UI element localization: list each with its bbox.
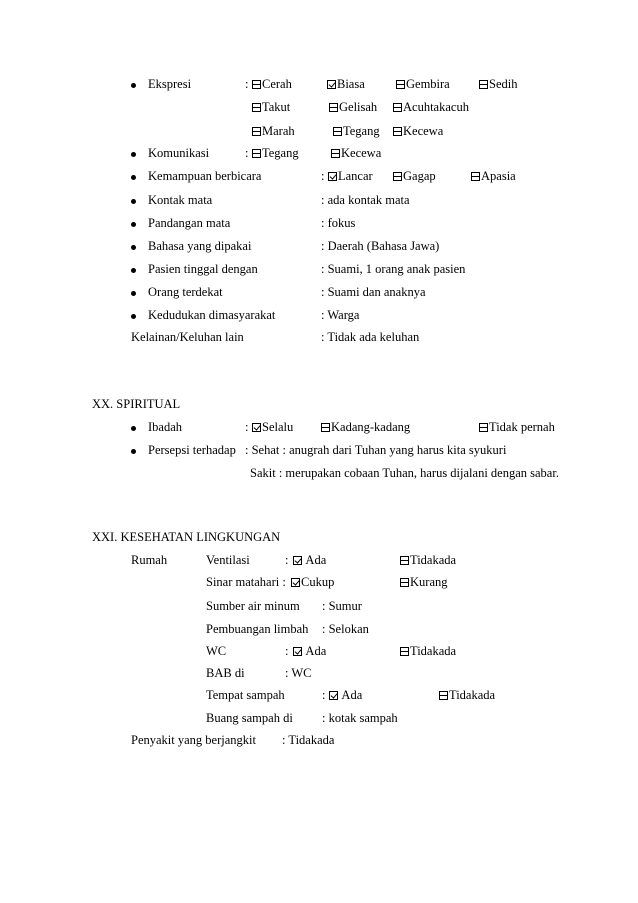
kelainan-value: : Tidak ada keluhan bbox=[321, 330, 420, 344]
checkbox-option[interactable]: Tegang bbox=[333, 123, 380, 139]
bahasa-label: Bahasa yang dipakai bbox=[148, 239, 252, 253]
checkbox-empty-icon bbox=[393, 172, 402, 181]
bullet bbox=[131, 175, 136, 180]
checkbox-option[interactable]: Sedih bbox=[479, 76, 517, 92]
checkbox-empty-icon bbox=[331, 149, 340, 158]
checkbox-empty-icon bbox=[479, 80, 488, 89]
persepsi-label: Persepsi terhadap bbox=[148, 443, 236, 457]
checkbox-option[interactable]: Cukup bbox=[291, 574, 334, 590]
colon: : bbox=[245, 146, 249, 160]
air-label: Sumber air minum bbox=[206, 599, 300, 613]
kemampuan-label: Kemampuan berbicara bbox=[148, 169, 262, 183]
bullet bbox=[131, 152, 136, 157]
checkbox-checked-icon bbox=[327, 80, 336, 89]
bab-value: : WC bbox=[285, 666, 312, 680]
kontak-mata-label: Kontak mata bbox=[148, 193, 213, 207]
buang-label: Buang sampah di bbox=[206, 711, 293, 725]
rumah-label: Rumah bbox=[131, 553, 168, 567]
bullet bbox=[131, 245, 136, 250]
checkbox-empty-icon bbox=[479, 423, 488, 432]
tempat-label: Tempat sampah bbox=[206, 688, 285, 702]
checkbox-empty-icon bbox=[252, 127, 261, 136]
bullet bbox=[131, 268, 136, 273]
checkbox-checked-icon bbox=[291, 578, 300, 587]
terdekat-label: Orang terdekat bbox=[148, 285, 223, 299]
checkbox-empty-icon bbox=[396, 80, 405, 89]
persepsi-sakit: Sakit : merupakan cobaan Tuhan, harus dijalani dengan sabar. bbox=[250, 466, 559, 480]
checkbox-option[interactable]: Ada bbox=[329, 687, 362, 703]
checkbox-option[interactable]: Gelisah bbox=[329, 99, 377, 115]
checkbox-option[interactable]: Kurang bbox=[400, 574, 448, 590]
kedudukan-label: Kedudukan dimasyarakat bbox=[148, 308, 276, 322]
checkbox-option[interactable]: Gembira bbox=[396, 76, 450, 92]
checkbox-empty-icon bbox=[329, 103, 338, 112]
colon: : bbox=[245, 420, 249, 434]
checkbox-option[interactable]: Selalu bbox=[252, 419, 293, 435]
checkbox-empty-icon bbox=[400, 647, 409, 656]
penyakit-value: : Tidakada bbox=[282, 733, 335, 747]
checkbox-checked-icon bbox=[329, 691, 338, 700]
checkbox-option[interactable]: Apasia bbox=[471, 168, 516, 184]
checkbox-option[interactable]: Tegang bbox=[252, 145, 299, 161]
bullet bbox=[131, 449, 136, 454]
ekspresi-label: Ekspresi bbox=[148, 77, 192, 91]
bullet bbox=[131, 314, 136, 319]
limbah-value: : Selokan bbox=[322, 622, 369, 636]
checkbox-option[interactable]: Kadang-kadang bbox=[321, 419, 410, 435]
terdekat-value: : Suami dan anaknya bbox=[321, 285, 426, 299]
checkbox-empty-icon bbox=[393, 103, 402, 112]
wc-label: WC bbox=[206, 644, 227, 658]
checkbox-checked-icon bbox=[293, 647, 302, 656]
penyakit-label: Penyakit yang berjangkit bbox=[131, 733, 256, 747]
limbah-label: Pembuangan limbah bbox=[206, 622, 309, 636]
checkbox-option[interactable]: Lancar bbox=[328, 168, 373, 184]
bab-label: BAB di bbox=[206, 666, 245, 680]
bahasa-value: : Daerah (Bahasa Jawa) bbox=[321, 239, 440, 253]
checkbox-empty-icon bbox=[252, 149, 261, 158]
colon: : bbox=[285, 553, 289, 567]
komunikasi-label: Komunikasi bbox=[148, 146, 210, 160]
checkbox-empty-icon bbox=[439, 691, 448, 700]
checkbox-option[interactable]: Ada bbox=[293, 643, 326, 659]
buang-value: : kotak sampah bbox=[322, 711, 398, 725]
tinggal-value: : Suami, 1 orang anak pasien bbox=[321, 262, 466, 276]
checkbox-empty-icon bbox=[321, 423, 330, 432]
bullet bbox=[131, 83, 136, 88]
checkbox-option[interactable]: Acuhtakacuh bbox=[393, 99, 469, 115]
pandangan-mata-value: : fokus bbox=[321, 216, 356, 230]
checkbox-checked-icon bbox=[293, 556, 302, 565]
checkbox-empty-icon bbox=[400, 578, 409, 587]
bullet bbox=[131, 199, 136, 204]
checkbox-option[interactable]: Tidak pernah bbox=[479, 419, 555, 435]
colon: : bbox=[321, 169, 325, 183]
bullet bbox=[131, 426, 136, 431]
checkbox-option[interactable]: Takut bbox=[252, 99, 290, 115]
air-value: : Sumur bbox=[322, 599, 362, 613]
checkbox-empty-icon bbox=[333, 127, 342, 136]
checkbox-option[interactable]: Kecewa bbox=[393, 123, 443, 139]
colon: : bbox=[322, 688, 326, 702]
checkbox-empty-icon bbox=[393, 127, 402, 136]
lingkungan-heading: XXI. KESEHATAN LINGKUNGAN bbox=[92, 530, 281, 544]
checkbox-option[interactable]: Kecewa bbox=[331, 145, 381, 161]
ventilasi-label: Ventilasi bbox=[206, 553, 250, 567]
checkbox-empty-icon bbox=[400, 556, 409, 565]
checkbox-option[interactable]: Tidakada bbox=[400, 552, 456, 568]
kedudukan-value: : Warga bbox=[321, 308, 360, 322]
spiritual-heading: XX. SPIRITUAL bbox=[92, 397, 181, 411]
checkbox-option[interactable]: Tidakada bbox=[400, 643, 456, 659]
checkbox-empty-icon bbox=[252, 80, 261, 89]
checkbox-option[interactable]: Marah bbox=[252, 123, 295, 139]
checkbox-option[interactable]: Cerah bbox=[252, 76, 292, 92]
sinar-label: Sinar matahari : bbox=[206, 575, 286, 589]
colon: : bbox=[285, 644, 289, 658]
ibadah-label: Ibadah bbox=[148, 420, 183, 434]
persepsi-sehat: : Sehat : anugrah dari Tuhan yang harus kita syukuri bbox=[245, 443, 507, 457]
checkbox-option[interactable]: Gagap bbox=[393, 168, 436, 184]
kelainan-label: Kelainan/Keluhan lain bbox=[131, 330, 244, 344]
checkbox-option[interactable]: Tidakada bbox=[439, 687, 495, 703]
checkbox-option[interactable]: Ada bbox=[293, 552, 326, 568]
checkbox-empty-icon bbox=[471, 172, 480, 181]
kontak-mata-value: : ada kontak mata bbox=[321, 193, 410, 207]
bullet bbox=[131, 222, 136, 227]
bullet bbox=[131, 291, 136, 296]
checkbox-empty-icon bbox=[252, 103, 261, 112]
tinggal-label: Pasien tinggal dengan bbox=[148, 262, 258, 276]
checkbox-option[interactable]: Biasa bbox=[327, 76, 365, 92]
colon: : bbox=[245, 77, 249, 91]
pandangan-mata-label: Pandangan mata bbox=[148, 216, 231, 230]
checkbox-checked-icon bbox=[328, 172, 337, 181]
checkbox-checked-icon bbox=[252, 423, 261, 432]
